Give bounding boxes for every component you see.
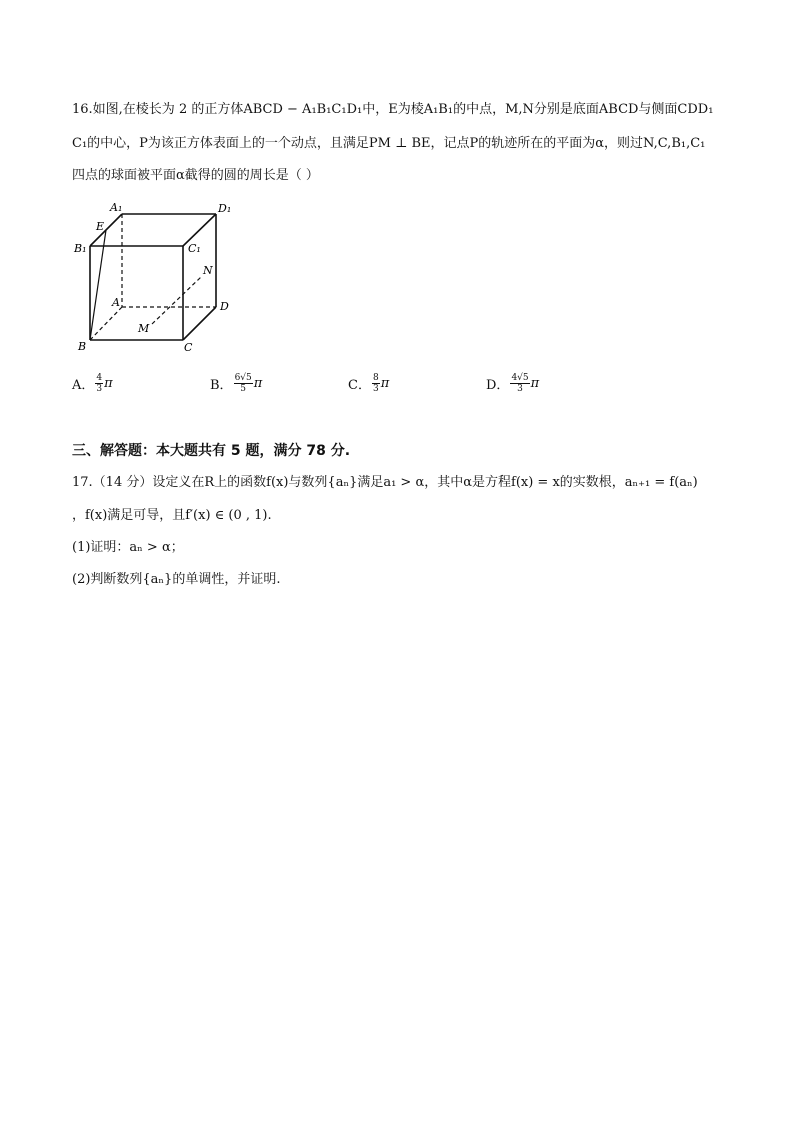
label-E: E (96, 220, 105, 233)
q17-text-line-2: ，f(x)满足可导，且f′(x) ∈ (0 , 1). (72, 508, 272, 523)
q16-text-line-3: 四点的球面被平面α截得的圆的周长是（ ） (72, 168, 319, 183)
label-B: B (78, 340, 87, 353)
label-D: D (220, 300, 229, 313)
label-A1: A₁ (110, 201, 123, 214)
label-D1: D₁ (218, 202, 232, 215)
edge-C-D (183, 307, 216, 340)
option-d[interactable]: D． $\frac{4√5}{3}$ π (486, 373, 540, 394)
q16-text-line-2: C₁的中心，P为该正方体表面上的一个动点，且满足PM ⊥ BE，记点P的轨迹所在的平面为α，则过N,C,B₁,C₁ (72, 136, 706, 151)
option-a-fraction: $\frac{4}{3}$ (96, 373, 103, 394)
label-N: N (203, 264, 213, 277)
option-c[interactable]: C． $\frac{8}{3}$ π (348, 373, 390, 394)
q17-text-line-1: 17.（14 分）设定义在R上的函数f(x)与数列{aₙ}满足a₁ > α，其中α是方程f(x) = x的实数根，aₙ₊₁ = f(aₙ) (72, 475, 698, 490)
label-A: A (112, 296, 120, 309)
option-a-label: A． (72, 378, 95, 393)
option-d-fraction: $\frac{4√5}{3}$ (511, 373, 529, 394)
segment-M-N (152, 277, 201, 324)
q17-part-1: (1)证明：aₙ > α； (72, 540, 184, 555)
section-title: 三、解答题：本大题共有 5 题，满分 78 分. (72, 443, 351, 459)
option-d-label: D． (486, 378, 510, 393)
option-b[interactable]: B． $\frac{6√5}{5}$ π (210, 373, 263, 394)
option-b-fraction: $\frac{6√5}{5}$ (234, 373, 252, 394)
q17-part-2: (2)判断数列{aₙ}的单调性，并证明. (72, 572, 281, 587)
option-b-label: B． (210, 378, 233, 393)
label-M: M (138, 322, 150, 335)
option-c-fraction: $\frac{8}{3}$ (372, 373, 379, 394)
q16-text-line-1: 16.如图,在棱长为 2 的正方体ABCD − A₁B₁C₁D₁中，E为棱A₁B₁的中点，M,N分别是底面ABCD与侧面CDD₁ (72, 102, 714, 117)
label-C1: C₁ (188, 242, 201, 255)
label-B1: B₁ (74, 242, 87, 255)
cube-figure (70, 200, 240, 360)
label-C: C (184, 341, 193, 354)
edge-A-B (90, 307, 122, 340)
option-a[interactable]: A． $\frac{4}{3}$ π (72, 373, 113, 394)
option-c-label: C． (348, 378, 371, 393)
